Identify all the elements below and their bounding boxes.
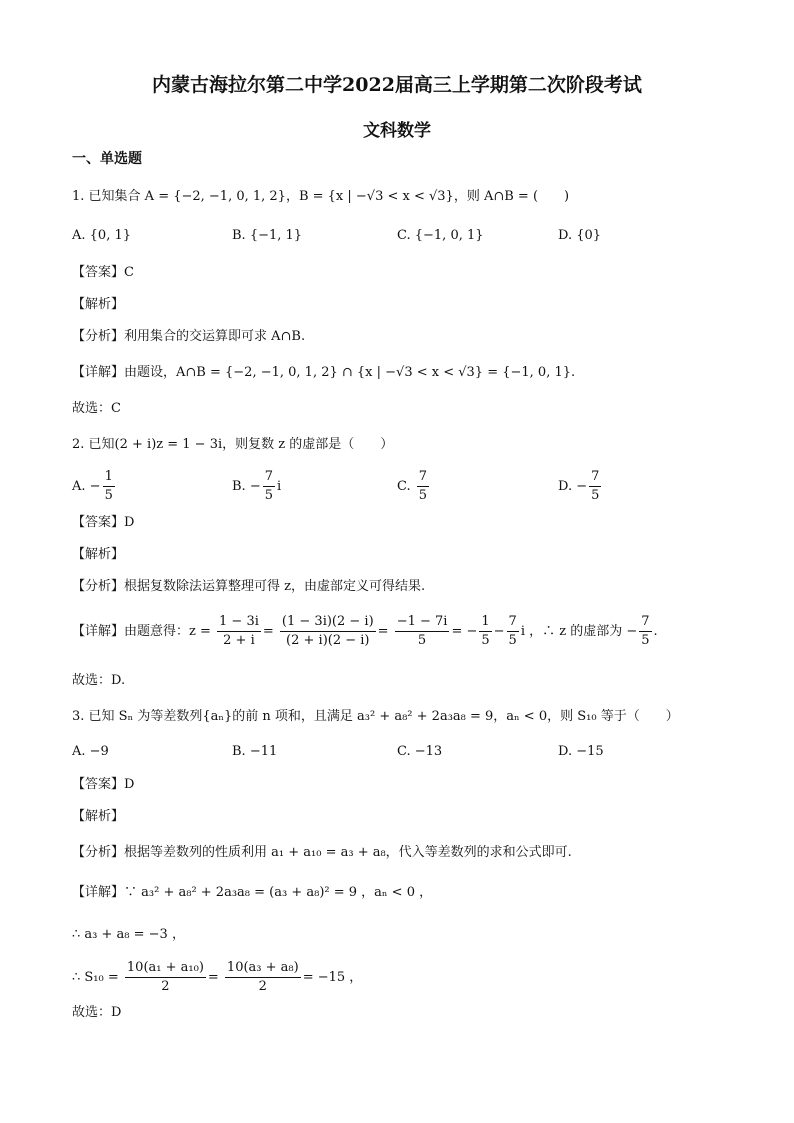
denominator: 5 — [264, 488, 274, 503]
numerator: 7 — [263, 468, 275, 487]
q2-analysis-label: 【解析】 — [72, 547, 125, 562]
q2-answer-value: D — [124, 515, 135, 530]
q2-option-b-sign: − — [249, 479, 261, 494]
q3-detail — [72, 884, 432, 902]
q1-fenxi — [72, 328, 305, 346]
q2-option-c-label: C. — [397, 479, 411, 494]
q3-step2: ∴ a₃ + a₈ = −3 ， — [72, 927, 185, 942]
q2-stem: 2. 已知(2 + i)z = 1 − 3i，则复数 z 的虚部是（ ） — [72, 437, 394, 452]
q3-fenxi-text: 根据等差数列的性质利用 a₁ + a₁₀ = a₃ + a₈，代入等差数列的求和公式即可. — [124, 845, 572, 860]
q2-option-a-label: A. — [72, 479, 86, 494]
answer-label: 【答案】 — [72, 515, 125, 530]
q2-detail-end: . — [653, 624, 658, 639]
q3-option-b: B. −11 — [232, 744, 278, 759]
detail-label: 【详解】 — [72, 885, 125, 900]
q2-option-d-sign: − — [576, 479, 588, 494]
q2-detail-fraction-4 — [479, 613, 491, 650]
q1-option-d: D. {0} — [558, 228, 602, 243]
q3-step3-tail: = −15 ， — [302, 970, 363, 985]
denominator: 2 — [161, 979, 170, 994]
fenxi-label: 【分析】 — [72, 845, 125, 860]
q3-step3: ∴ S₁₀ = $\frac{\text{10(a₁ + a₁₀)}}{2}$ = $\frac{\text{10(a₃ + a₈)}}{2}$ = −15 ， — [72, 960, 363, 994]
numerator: −1 − 7i — [395, 613, 450, 632]
q3-fenxi — [72, 844, 572, 862]
q1-analysis-label: 【解析】 — [72, 297, 125, 312]
q3-option-a: A. −9 — [72, 744, 109, 759]
q1-detail — [72, 364, 575, 382]
q2-answer — [72, 514, 134, 532]
numerator: 7 — [417, 468, 429, 487]
q3-step3-fraction-1 — [125, 959, 206, 996]
section-heading: 一、单选题 — [72, 151, 142, 167]
q2-detail-fraction-2 — [280, 613, 376, 650]
denominator: 5 — [418, 488, 428, 503]
q2-option-b — [232, 468, 281, 505]
numerator: (1 − 3i)(2 − i) — [280, 613, 376, 632]
q2-option-d — [558, 468, 603, 505]
q1-detail-text: 由题设，A∩B = {−2, −1, 0, 1, 2} ∩ {x | −√3 < x < √3} = {−1, 0, 1}. — [124, 365, 576, 380]
numerator: 10(a₁ + a₁₀) — [125, 959, 206, 978]
q2-choose: 故选：D. — [72, 673, 126, 688]
q2-fenxi — [72, 578, 425, 596]
q2-detail-fraction-6 — [639, 613, 651, 650]
denominator: 2 — [258, 979, 267, 994]
q2-detail-mid2: − — [493, 624, 505, 639]
q2-option-d-label: D. — [558, 479, 573, 494]
q3-option-d: D. −15 — [558, 744, 604, 759]
numerator: 1 — [479, 613, 491, 632]
q1-option-b: B. {−1, 1} — [232, 228, 303, 243]
answer-label: 【答案】 — [72, 777, 125, 792]
numerator: 7 — [639, 613, 651, 632]
q2-detail-mid: = − — [451, 624, 478, 639]
denominator: 5 — [417, 633, 427, 648]
fenxi-label: 【分析】 — [72, 579, 125, 594]
q3-option-c: C. −13 — [397, 744, 443, 759]
q2-option-c-fraction — [417, 468, 429, 505]
page-subtitle: 文科数学 — [363, 121, 431, 141]
numerator: 7 — [589, 468, 601, 487]
detail-label: 【详解】 — [72, 624, 125, 639]
q2-option-b-suffix: i — [277, 479, 282, 494]
q1-fenxi-text: 利用集合的交运算即可求 A∩B. — [124, 329, 306, 344]
answer-label: 【答案】 — [72, 265, 125, 280]
q1-option-a: A. {0, 1} — [72, 228, 132, 243]
numerator: 1 − 3i — [217, 613, 261, 632]
q2-detail-tail: i ，∴ z 的虚部为 − — [520, 624, 638, 639]
denominator: 5 — [104, 488, 113, 503]
numerator: 10(a₃ + a₈) — [225, 959, 301, 978]
q3-answer-value: D — [124, 777, 135, 792]
q3-stem: 3. 已知 Sₙ 为等差数列{aₙ}的前 n 项和，且满足 a₃² + a₈² + 2a₃a₈ = 9，aₙ < 0，则 S₁₀ 等于（ ） — [72, 709, 679, 724]
q2-detail-fraction-5 — [507, 613, 519, 650]
q2-option-a-sign: − — [89, 479, 101, 494]
page-title: 内蒙古海拉尔第二中学2022届高三上学期第二次阶段考试 — [152, 74, 642, 96]
q2-option-a — [72, 468, 117, 505]
denominator: 5 — [481, 633, 490, 648]
q2-detail-fraction-1 — [217, 613, 261, 650]
q1-answer-value: C — [124, 265, 134, 280]
q2-detail-lead: 由题意得：z = — [124, 624, 211, 639]
q1-choose: 故选：C — [72, 401, 121, 416]
q1-answer — [72, 264, 134, 282]
denominator: 5 — [641, 633, 650, 648]
detail-label: 【详解】 — [72, 365, 125, 380]
q2-detail: 【详解】由题意得：z = $\frac{1 - 3i}{2 + i}$ = $\frac{(1 - 3i)(2 - i)}{(2 + i)(2 - i)}$ = $\frac{-1 - 7i}{5}$ = − $\frac{1}{5}$ − $\frac{7}{5}$ i ，∴ z 的虚部为 − $\frac{7}{5}$ . — [72, 614, 658, 648]
q3-choose: 故选：D — [72, 1005, 122, 1020]
q2-option-c — [397, 468, 431, 505]
numerator: 1 — [103, 468, 115, 487]
fenxi-label: 【分析】 — [72, 329, 125, 344]
denominator: 5 — [591, 488, 600, 503]
q2-option-b-label: B. — [232, 479, 246, 494]
q2-option-d-fraction — [589, 468, 601, 505]
numerator: 7 — [507, 613, 519, 632]
denominator: 2 + i — [223, 633, 255, 648]
q1-stem: 1. 已知集合 A = {−2, −1, 0, 1, 2}，B = {x | −√3 < x < √3}，则 A∩B = ( ) — [72, 189, 570, 204]
q3-step3-fraction-2 — [225, 959, 301, 996]
q2-detail-fraction-3 — [395, 613, 450, 650]
denominator: 5 — [508, 633, 517, 648]
denominator: (2 + i)(2 − i) — [286, 633, 370, 648]
q3-step3-lead: ∴ S₁₀ = — [72, 970, 119, 985]
q3-analysis-label: 【解析】 — [72, 809, 125, 824]
q3-detail-text: ∵ a₃² + a₈² + 2a₃a₈ = (a₃ + a₈)² = 9 ，aₙ < 0 ， — [124, 885, 433, 900]
q2-option-a-fraction — [103, 468, 115, 505]
q2-option-b-fraction — [263, 468, 275, 505]
q2-fenxi-text: 根据复数除法运算整理可得 z，由虚部定义可得结果. — [124, 579, 426, 594]
q1-option-c: C. {−1, 0, 1} — [397, 228, 484, 243]
q3-answer — [72, 776, 134, 794]
